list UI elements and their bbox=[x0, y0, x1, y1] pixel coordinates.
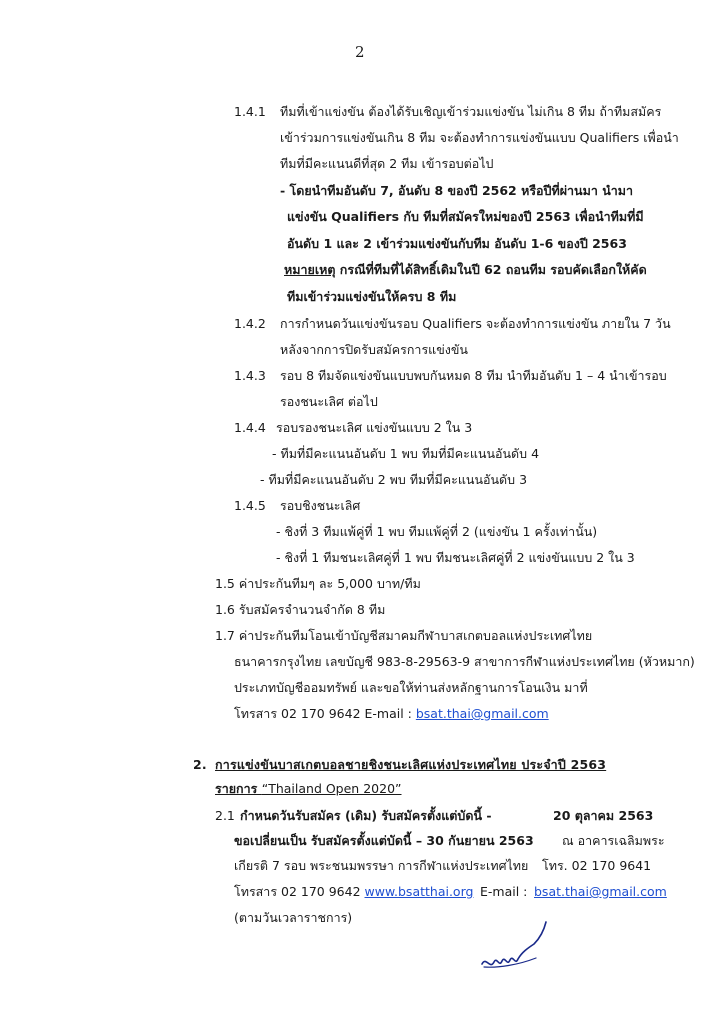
clause-1-4-1-bold-line-3: อันดับ 1 และ 2 เข้าร่วมแข่งขันกับทีม อันดับ 1-6 ของปี 2563 bbox=[287, 236, 627, 251]
clause-1-4-5-number: 1.4.5 bbox=[234, 498, 266, 513]
signature-mark bbox=[478, 918, 550, 974]
clause-2-1-number: 2.1 bbox=[215, 808, 235, 823]
section-2-subtitle bbox=[215, 781, 402, 797]
clause-1-4-4-line-3: - ทีมที่มีคะแนนอันดับ 2 พบ ทีมที่มีคะแนนอันดับ 3 bbox=[260, 472, 528, 487]
clause-1-4-3-line-2: รองชนะเลิศ ต่อไป bbox=[280, 394, 378, 409]
clause-2-1-line-2a: ขอเปลี่ยนเป็น รับสมัครตั้งแต่บัดนี้ – 30 กันยายน 2563 bbox=[234, 833, 534, 848]
clause-1-7-line-2: ธนาคารกรุงไทย เลขบัญชี 983-8-29563-9 สาขาการกีฬาแห่งประเทศไทย (หัวหมาก) bbox=[234, 654, 695, 669]
section-2-number: 2. bbox=[193, 757, 207, 772]
clause-2-1-line-1a: กำหนดวันรับสมัคร (เดิม) รับสมัครตั้งแต่บัดนี้ - bbox=[240, 808, 492, 823]
fax-email-label: โทรสาร 02 170 9642 E-mail : bbox=[234, 706, 416, 721]
section-2-title: การแข่งขันบาสเกตบอลชายชิงชนะเลิศแห่งประเทศไทย ประจำปี 2563 bbox=[215, 757, 607, 772]
clause-1-4-2-number: 1.4.2 bbox=[234, 316, 266, 331]
clause-1-4-3-line-1: รอบ 8 ทีมจัดแข่งขันแบบพบกันหมด 8 ทีม นำทีมอันดับ 1 – 4 นำเข้ารอบ bbox=[280, 368, 667, 383]
note-text: กรณีที่ทีมที่ได้สิทธิ์เดิมในปี 62 ถอนทีม รอบคัดเลือกให้คัด bbox=[335, 262, 647, 277]
page-number: 2 bbox=[355, 43, 365, 61]
clause-1-7-line-3: ประเภทบัญชีออมทรัพย์ และขอให้ท่านส่งหลักฐานการโอนเงิน มาที่ bbox=[234, 680, 588, 695]
clause-2-1-line-4 bbox=[234, 884, 473, 900]
email-link[interactable]: bsat.thai@gmail.com bbox=[415, 706, 549, 721]
clause-2-1-line-3b: โทร. 02 170 9641 bbox=[542, 858, 652, 873]
clause-1-4-5-line-3: - ชิงที่ 1 ทีมชนะเลิศคู่ที่ 1 พบ ทีมชนะเลิศคู่ที่ 2 แข่งขันแบบ 2 ใน 3 bbox=[276, 550, 635, 565]
clause-2-1-line-2b: ณ อาคารเฉลิมพระ bbox=[562, 833, 665, 848]
clause-1-4-4-line-2: - ทีมที่มีคะแนนอันดับ 1 พบ ทีมที่มีคะแนนอันดับ 4 bbox=[272, 446, 540, 461]
clause-1-4-1-line-3: ทีมที่มีคะแนนดีที่สุด 2 ทีม เข้ารอบต่อไป bbox=[280, 156, 494, 171]
fax-label: โทรสาร 02 170 9642 bbox=[234, 884, 365, 899]
clause-1-4-1-number: 1.4.1 bbox=[234, 104, 266, 119]
clause-1-7-line-4 bbox=[234, 706, 549, 722]
subtitle-prefix: รายการ bbox=[215, 781, 262, 796]
subtitle-event-name: “Thailand Open 2020” bbox=[261, 781, 402, 796]
clause-2-1-line-3a: เกียรติ 7 รอบ พระชนมพรรษา การกีฬาแห่งประเทศไทย bbox=[234, 858, 529, 873]
clause-1-4-5-line-1: รอบชิงชนะเลิศ bbox=[280, 498, 361, 513]
clause-1-4-4-line-1: รอบรองชนะเลิศ แข่งขันแบบ 2 ใน 3 bbox=[276, 420, 473, 435]
clause-1-4-1-note bbox=[284, 262, 647, 278]
clause-1-4-5-line-2: - ชิงที่ 3 ทีมแพ้คู่ที่ 1 พบ ทีมแพ้คู่ที่ 2 (แข่งขัน 1 ครั้งเท่านั้น) bbox=[276, 524, 598, 539]
clause-1-4-3-number: 1.4.3 bbox=[234, 368, 266, 383]
clause-1-4-2-line-1: การกำหนดวันแข่งขันรอบ Qualifiers จะต้องทำการแข่งขัน ภายใน 7 วัน bbox=[280, 316, 671, 331]
clause-1-4-1-bold-line-1: - โดยนำทีมอันดับ 7, อันดับ 8 ของปี 2562 หรือปีที่ผ่านมา นำมา bbox=[280, 183, 634, 198]
clause-2-1-email-label: E-mail : bbox=[480, 884, 528, 899]
note-label: หมายเหตุ bbox=[284, 262, 336, 277]
clause-1-6: 1.6 รับสมัครจำนวนจำกัด 8 ทีม bbox=[215, 602, 386, 617]
clause-2-1-line-1b: 20 ตุลาคม 2563 bbox=[553, 808, 654, 823]
clause-1-4-2-line-2: หลังจากการปิดรับสมัครการแข่งขัน bbox=[280, 342, 468, 357]
clause-1-7-line-1: 1.7 ค่าประกันทีมโอนเข้าบัญชีสมาคมกีฬาบาสเกตบอลแห่งประเทศไทย bbox=[215, 628, 593, 643]
clause-1-4-4-number: 1.4.4 bbox=[234, 420, 266, 435]
clause-1-5: 1.5 ค่าประกันทีมๆ ละ 5,000 บาท/ทีม bbox=[215, 576, 421, 591]
clause-2-1-line-5: (ตามวันเวลาราชการ) bbox=[234, 910, 353, 925]
clause-1-4-1-line-1: ทีมที่เข้าแข่งขัน ต้องได้รับเชิญเข้าร่วมแข่งขัน ไม่เกิน 8 ทีม ถ้าทีมสมัคร bbox=[280, 104, 662, 119]
email-link-2[interactable]: bsat.thai@gmail.com bbox=[534, 884, 667, 899]
clause-1-4-1-bold-line-2: แข่งขัน Qualifiers กับ ทีมที่สมัครใหม่ของปี 2563 เพื่อนำทีมที่มี bbox=[287, 209, 644, 224]
clause-1-4-1-bold-line-5: ทีมเข้าร่วมแข่งขันให้ครบ 8 ทีม bbox=[287, 289, 457, 304]
clause-1-4-1-line-2: เข้าร่วมการแข่งขันเกิน 8 ทีม จะต้องทำการแข่งขันแบบ Qualifiers เพื่อนำ bbox=[280, 130, 679, 145]
website-link[interactable]: www.bsatthai.org bbox=[364, 884, 474, 899]
